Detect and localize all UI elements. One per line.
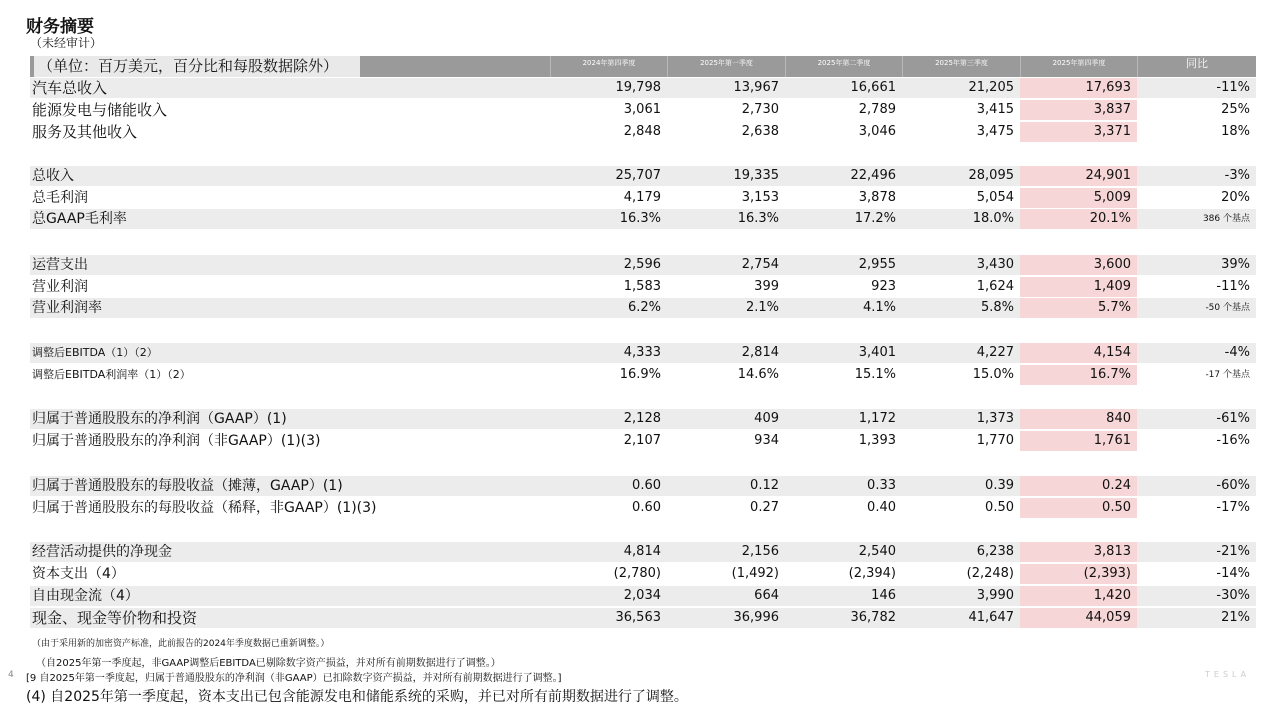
cell-q1-2025: 934 xyxy=(754,433,779,448)
col-header-q3-2025: 2025年第三季度 xyxy=(902,56,1020,77)
cell-q3-2025: 3,415 xyxy=(976,102,1014,117)
cell-q1-2025: 409 xyxy=(754,411,779,426)
table-row xyxy=(30,343,1256,363)
cell-q2-2025: 2,540 xyxy=(858,544,896,559)
cell-q4-2024: (2,780) xyxy=(613,566,661,581)
cell-q1-2025: 2,156 xyxy=(741,544,779,559)
row-label: 资本支出（4） xyxy=(32,566,125,582)
row-label: 服务及其他收入 xyxy=(32,123,138,141)
cell-q4-2024: 16.3% xyxy=(619,211,661,226)
row-label: 汽车总收入 xyxy=(32,79,108,97)
page-subtitle: （未经审计） xyxy=(30,36,103,50)
cell-q2-2025: 0.33 xyxy=(867,478,896,493)
cell-q3-2025: 3,475 xyxy=(976,124,1014,139)
cell-q3-2025: 3,990 xyxy=(976,588,1014,603)
col-header-q1-2025: 2025年第一季度 xyxy=(667,56,785,77)
cell-yoy: -50 个基点 xyxy=(1205,303,1250,313)
table-row xyxy=(30,78,1256,98)
cell-q4-2024: 1,583 xyxy=(623,279,661,294)
cell-yoy: -17% xyxy=(1216,500,1250,515)
cell-q3-2025: 1,373 xyxy=(976,411,1014,426)
row-label: 总收入 xyxy=(32,168,74,184)
cell-q3-2025: 41,647 xyxy=(968,610,1014,625)
cell-q2-2025: 2,955 xyxy=(858,257,896,272)
cell-q4-2024: 4,179 xyxy=(623,190,661,205)
footnote: （由于采用新的加密资产标准，此前报告的2024年季度数据已重新调整。） xyxy=(32,639,330,649)
cell-q4-2024: 4,814 xyxy=(623,544,661,559)
table-row xyxy=(30,365,1256,385)
cell-q4-2025: 3,600 xyxy=(1020,255,1137,275)
cell-q2-2025: 4.1% xyxy=(862,300,896,315)
cell-q3-2025: 5,054 xyxy=(976,190,1014,205)
cell-q3-2025: 5.8% xyxy=(980,300,1014,315)
table-row xyxy=(30,188,1256,208)
row-label: 总GAAP毛利率 xyxy=(32,211,127,227)
cell-q2-2025: 17.2% xyxy=(854,211,896,226)
cell-q2-2025: 923 xyxy=(871,279,896,294)
cell-q4-2024: 2,128 xyxy=(623,411,661,426)
cell-q4-2024: 3,061 xyxy=(623,102,661,117)
cell-q1-2025: 13,967 xyxy=(733,80,779,95)
cell-q1-2025: 2,638 xyxy=(741,124,779,139)
footnote: [9 自2025年第一季度起，归属于普通股股东的净利润（非GAAP）已扣除数字资产损益，并对所有前期数据进行了调整。] xyxy=(26,673,562,684)
cell-q2-2025: 1,172 xyxy=(858,411,896,426)
cell-q1-2025: 19,335 xyxy=(733,168,779,183)
cell-yoy: -3% xyxy=(1224,168,1250,183)
table-row xyxy=(30,476,1256,496)
cell-q2-2025: 3,401 xyxy=(858,345,896,360)
cell-q4-2024: 2,596 xyxy=(623,257,661,272)
cell-yoy: -11% xyxy=(1216,80,1250,95)
cell-q4-2024: 36,563 xyxy=(615,610,661,625)
table-row xyxy=(30,277,1256,297)
table-row xyxy=(30,100,1256,120)
row-label: 现金、现金等价物和投资 xyxy=(32,609,198,627)
footnote: （自2025年第一季度起，非GAAP调整后EBITDA已剔除数字资产损益，并对所有前期数据进行了调整。） xyxy=(36,658,501,669)
cell-q4-2025: 16.7% xyxy=(1020,365,1137,385)
cell-q4-2025: 24,901 xyxy=(1020,166,1137,186)
cell-q1-2025: 399 xyxy=(754,279,779,294)
table-row xyxy=(30,542,1256,562)
cell-q4-2024: 4,333 xyxy=(623,345,661,360)
cell-q4-2025: 5.7% xyxy=(1020,298,1137,318)
cell-q1-2025: 2,814 xyxy=(741,345,779,360)
cell-yoy: 386 个基点 xyxy=(1202,214,1250,224)
table-row xyxy=(30,498,1256,518)
cell-q1-2025: 664 xyxy=(754,588,779,603)
cell-q4-2025: 44,059 xyxy=(1020,608,1137,628)
page-title: 财务摘要 xyxy=(26,17,94,37)
table-row xyxy=(30,431,1256,451)
cell-yoy: -30% xyxy=(1216,588,1250,603)
cell-q1-2025: 2,754 xyxy=(741,257,779,272)
cell-q3-2025: 21,205 xyxy=(968,80,1014,95)
cell-q4-2025: 3,813 xyxy=(1020,542,1137,562)
cell-q4-2025: 1,761 xyxy=(1020,431,1137,451)
cell-q4-2024: 0.60 xyxy=(632,478,661,493)
cell-q2-2025: 146 xyxy=(871,588,896,603)
cell-yoy: -16% xyxy=(1216,433,1250,448)
cell-q2-2025: (2,394) xyxy=(848,566,896,581)
cell-yoy: 39% xyxy=(1221,257,1250,272)
cell-q2-2025: 0.40 xyxy=(867,500,896,515)
cell-yoy: -17 个基点 xyxy=(1205,370,1250,380)
cell-q4-2025: 3,371 xyxy=(1020,122,1137,142)
cell-q4-2024: 2,848 xyxy=(623,124,661,139)
cell-yoy: -4% xyxy=(1224,345,1250,360)
cell-q4-2025: 1,409 xyxy=(1020,277,1137,297)
cell-q3-2025: 1,624 xyxy=(976,279,1014,294)
row-label: 经营活动提供的净现金 xyxy=(32,544,172,560)
cell-yoy: -61% xyxy=(1216,411,1250,426)
table-row xyxy=(30,608,1256,628)
cell-q4-2024: 16.9% xyxy=(619,367,661,382)
brand-logo: TESLA xyxy=(1205,670,1251,679)
cell-yoy: 18% xyxy=(1221,124,1250,139)
row-label: 归属于普通股股东的每股收益（摊薄，GAAP）(1) xyxy=(32,478,343,494)
cell-q4-2024: 0.60 xyxy=(632,500,661,515)
cell-q2-2025: 16,661 xyxy=(850,80,896,95)
row-label: 归属于普通股股东的每股收益（稀释，非GAAP）(1)(3) xyxy=(32,500,377,516)
row-label: 调整后EBITDA利润率（1）（2） xyxy=(32,368,191,381)
cell-q3-2025: 0.39 xyxy=(985,478,1014,493)
cell-q1-2025: 0.12 xyxy=(750,478,779,493)
row-label: 归属于普通股股东的净利润（非GAAP）(1)(3) xyxy=(32,433,321,449)
cell-q4-2024: 25,707 xyxy=(615,168,661,183)
cell-q2-2025: 2,789 xyxy=(858,102,896,117)
row-label: 总毛利润 xyxy=(32,190,88,206)
cell-q4-2025: 5,009 xyxy=(1020,188,1137,208)
cell-q4-2025: 840 xyxy=(1020,409,1137,429)
cell-q4-2024: 2,107 xyxy=(623,433,661,448)
cell-q4-2024: 6.2% xyxy=(627,300,661,315)
cell-q4-2025: 4,154 xyxy=(1020,343,1137,363)
cell-yoy: 20% xyxy=(1221,190,1250,205)
cell-q3-2025: 18.0% xyxy=(972,211,1014,226)
table-row xyxy=(30,166,1256,186)
cell-yoy: -60% xyxy=(1216,478,1250,493)
row-label: 营业利润 xyxy=(32,279,88,295)
row-label: 营业利润率 xyxy=(32,300,102,316)
table-header-row xyxy=(30,56,1256,77)
row-label: 调整后EBITDA（1）（2） xyxy=(32,346,158,359)
cell-q4-2025: 0.24 xyxy=(1020,476,1137,496)
cell-q4-2025: (2,393) xyxy=(1020,564,1137,584)
cell-q3-2025: 1,770 xyxy=(976,433,1014,448)
col-header-q4-2025: 2025年第四季度 xyxy=(1020,56,1137,77)
cell-q4-2024: 2,034 xyxy=(623,588,661,603)
cell-q4-2025: 17,693 xyxy=(1020,78,1137,98)
cell-q3-2025: 3,430 xyxy=(976,257,1014,272)
table-row xyxy=(30,409,1256,429)
cell-q4-2024: 19,798 xyxy=(615,80,661,95)
cell-q2-2025: 3,046 xyxy=(858,124,896,139)
cell-q3-2025: 15.0% xyxy=(972,367,1014,382)
cell-q4-2025: 1,420 xyxy=(1020,586,1137,606)
table-row xyxy=(30,298,1256,318)
cell-yoy: -14% xyxy=(1216,566,1250,581)
cell-q3-2025: 4,227 xyxy=(976,345,1014,360)
table-row xyxy=(30,564,1256,584)
cell-q1-2025: 2,730 xyxy=(741,102,779,117)
cell-q3-2025: 0.50 xyxy=(985,500,1014,515)
cell-q2-2025: 1,393 xyxy=(858,433,896,448)
row-label: 归属于普通股股东的净利润（GAAP）(1) xyxy=(32,411,287,427)
row-label: 运营支出 xyxy=(32,257,88,273)
cell-yoy: 21% xyxy=(1221,610,1250,625)
col-header-yoy: 同比 xyxy=(1137,56,1256,77)
col-header-q2-2025: 2025年第二季度 xyxy=(785,56,902,77)
cell-q1-2025: 16.3% xyxy=(737,211,779,226)
table-row xyxy=(30,255,1256,275)
row-label: 能源发电与储能收入 xyxy=(32,101,168,119)
page-number: 4 xyxy=(8,670,14,680)
cell-yoy: 25% xyxy=(1221,102,1250,117)
cell-q2-2025: 36,782 xyxy=(850,610,896,625)
table-row xyxy=(30,586,1256,606)
cell-q3-2025: 6,238 xyxy=(976,544,1014,559)
cell-q3-2025: 28,095 xyxy=(968,168,1014,183)
cell-q1-2025: 2.1% xyxy=(745,300,779,315)
cell-q1-2025: (1,492) xyxy=(731,566,779,581)
cell-q2-2025: 22,496 xyxy=(850,168,896,183)
cell-q4-2025: 3,837 xyxy=(1020,100,1137,120)
cell-q1-2025: 3,153 xyxy=(741,190,779,205)
cell-q1-2025: 0.27 xyxy=(750,500,779,515)
cell-q1-2025: 36,996 xyxy=(733,610,779,625)
footnote: (4) 自2025年第一季度起，资本支出已包含能源发电和储能系统的采购，并已对所有前期数据进行了调整。 xyxy=(26,686,688,706)
cell-q4-2025: 20.1% xyxy=(1020,209,1137,229)
table-row xyxy=(30,122,1256,142)
cell-yoy: -11% xyxy=(1216,279,1250,294)
cell-yoy: -21% xyxy=(1216,544,1250,559)
cell-q2-2025: 3,878 xyxy=(858,190,896,205)
cell-q3-2025: (2,248) xyxy=(966,566,1014,581)
table-row xyxy=(30,209,1256,229)
row-label: 自由现金流（4） xyxy=(32,588,139,604)
cell-q1-2025: 14.6% xyxy=(737,367,779,382)
cell-q4-2025: 0.50 xyxy=(1020,498,1137,518)
cell-q2-2025: 15.1% xyxy=(854,367,896,382)
unit-label: （单位：百万美元，百分比和每股数据除外） xyxy=(34,56,360,77)
col-header-q4-2024: 2024年第四季度 xyxy=(550,56,667,77)
